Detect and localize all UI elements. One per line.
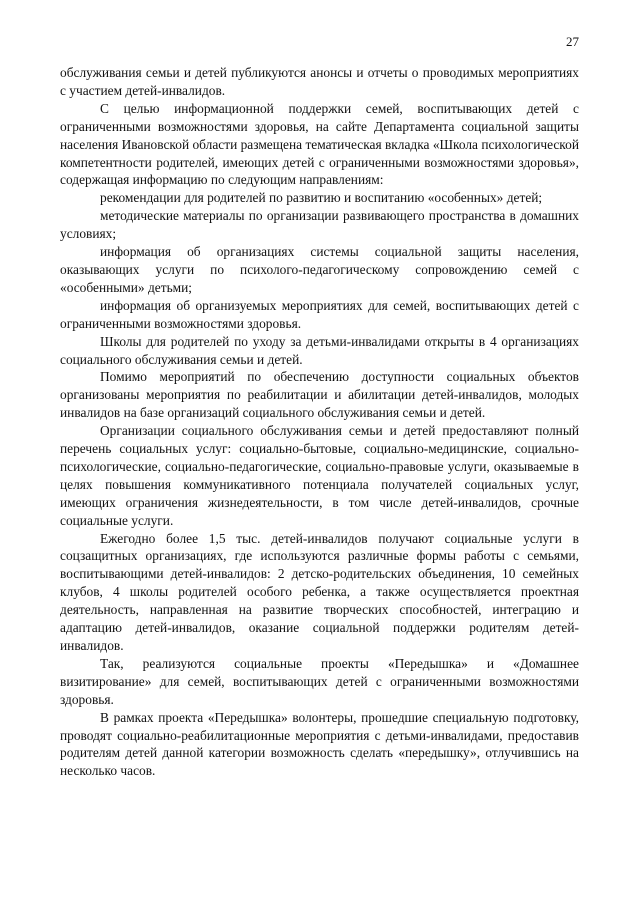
list-item-paragraph: рекомендации для родителей по развитию и воспитанию «особенных» детей; (100, 190, 543, 206)
paragraph: Организации социального обслуживания семьи и детей предоставляют полный перечень социальных услуг: социально-бытовые, социально-медицинские, социально-психологические, социально-педагогические, социально-правовые услуги, оказываемые в целях повышения коммуникативного потенциала получателей социальных услуг, имеющих ограничения жизнедеятельности, в том числе детей-инвалидов, срочные социальные услуги. (60, 423, 579, 528)
page-number: 27 (566, 34, 579, 49)
paragraph-continuation: обслуживания семьи и детей публикуются анонсы и отчеты о проводимых мероприятиях с участием детей-инвалидов. (60, 65, 579, 98)
list-item-paragraph: информация об организациях системы социальной защиты населения, оказывающих услуги по психолого-педагогическому сопровождению семей с «особенными» детьми; (60, 244, 579, 295)
paragraph: С целью информационной поддержки семей, воспитывающих детей с ограниченными возможностями здоровья, на сайте Департамента социальной защиты населения Ивановской области размещена тематическая вкладка «Школа психологической компетентности родителей, имеющих детей с ограниченными возможностями здоровья», содержащая информацию по следующим направлениям: (60, 100, 579, 188)
paragraph: В рамках проекта «Передышка» волонтеры, прошедшие специальную подготовку, проводят социально-реабилитационные мероприятия с детьми-инвалидами, предоставив родителям детей данной категории возможность сделать «передышку», отлучившись на несколько часов. (60, 709, 579, 779)
list-item-paragraph: информация об организуемых мероприятиях для семей, воспитывающих детей с ограниченными возможностями здоровья. (60, 297, 579, 331)
list-item-paragraph: методические материалы по организации развивающего пространства в домашних условиях; (60, 208, 579, 242)
paragraph: Ежегодно более 1,5 тыс. детей-инвалидов получают социальные услуги в соцзащитных организациях, где используются различные формы работы с семьями, воспитывающими детей-инвалидов: 2 детско-родительских объединения, 10 семейных клубов, 4 школы родителей особого ребенка, а также осуществляется проектная деятельность, направленная на развитие творческих способностей, интеграцию и адаптацию детей-инвалидов, оказание социальной поддержки родителям детей-инвалидов. (60, 530, 579, 653)
body-text (60, 64, 579, 780)
paragraph: Так, реализуются социальные проекты «Передышка» и «Домашнее визитирование» для семей, воспитывающих детей с ограниченными возможностями здоровья. (60, 655, 579, 707)
paragraph: Помимо мероприятий по обеспечению доступности социальных объектов организованы мероприятия по реабилитации и абилитации детей-инвалидов, молодых инвалидов на базе организаций социального обслуживания семьи и детей. (60, 369, 579, 421)
paragraph: Школы для родителей по уходу за детьми-инвалидами открыты в 4 организациях социального обслуживания семьи и детей. (60, 333, 579, 367)
